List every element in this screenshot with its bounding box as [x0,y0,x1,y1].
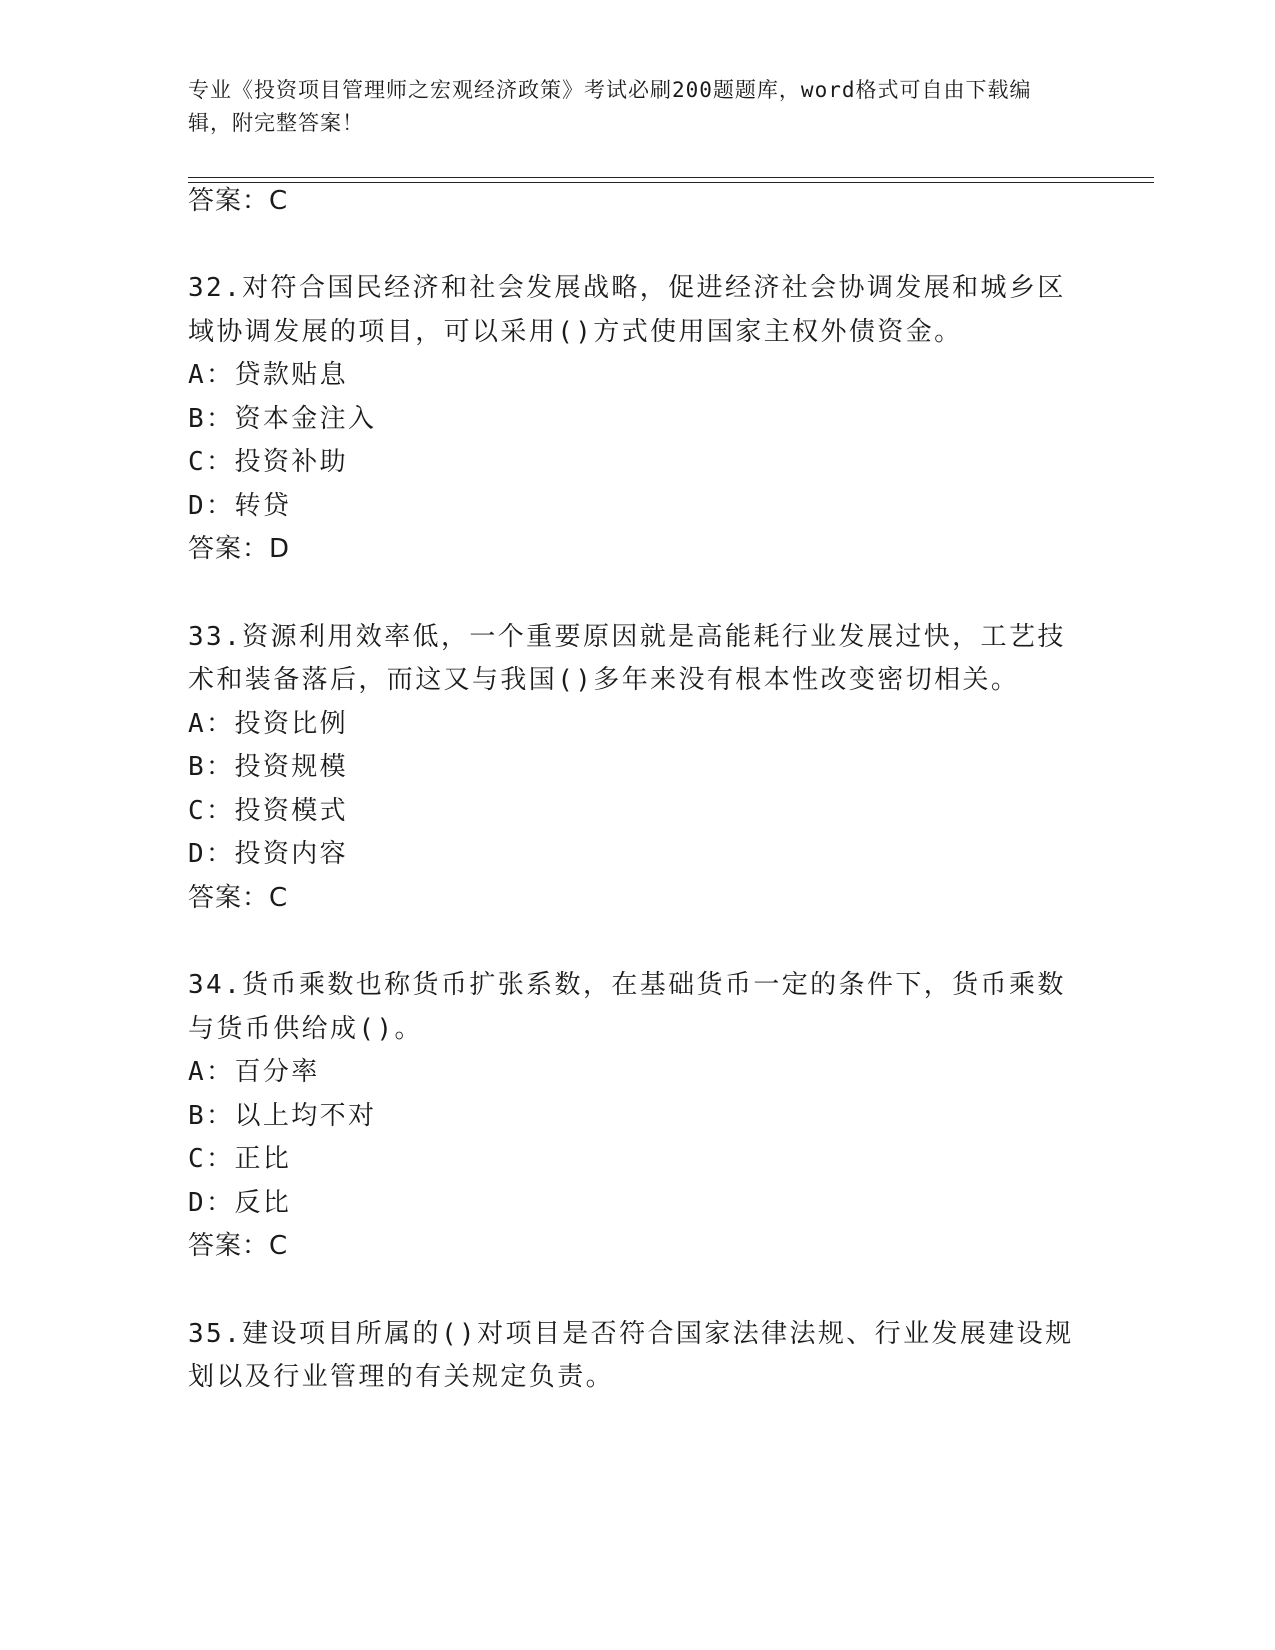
answer-31: 答案：C [188,186,289,216]
question-34-option-a: A：百分率 [188,1057,320,1087]
page-header: 专业《投资项目管理师之宏观经济政策》考试必刷200题题库，word格式可自由下载编辑，附完整答案！ [188,78,1032,135]
question-32-option-b: B：资本金注入 [188,404,377,434]
answer-33: 答案：C [188,883,289,913]
question-32-option-a: A：贷款贴息 [188,360,349,390]
header-divider-top [188,177,1154,178]
question-34-line-1: 34.货币乘数也称货币扩张系数，在基础货币一定的条件下，货币乘数 [188,970,1066,1000]
question-33-option-a: A：投资比例 [188,709,349,739]
question-34-option-c: C：正比 [188,1144,292,1174]
question-33-option-d: D：投资内容 [188,839,349,869]
question-32-line-1: 32.对符合国民经济和社会发展战略，促进经济社会协调发展和城乡区 [188,273,1066,303]
question-32-option-d: D：转贷 [188,491,292,521]
question-34-option-d: D：反比 [188,1188,292,1218]
question-35-line-2: 划以及行业管理的有关规定负责。 [188,1362,615,1392]
question-33-option-b: B：投资规模 [188,752,349,782]
question-34-line-2: 与货币供给成()。 [188,1014,423,1044]
answer-32: 答案：D [188,534,291,564]
question-33-option-c: C：投资模式 [188,796,349,826]
question-35-line-1: 35.建设项目所属的()对项目是否符合国家法律法规、行业发展建设规 [188,1319,1074,1349]
question-34-option-b: B：以上均不对 [188,1101,377,1131]
answer-34: 答案：C [188,1231,289,1261]
question-33-line-2: 术和装备落后，而这又与我国()多年来没有根本性改变密切相关。 [188,665,1020,695]
header-divider-bottom [188,182,1154,183]
question-32-line-2: 域协调发展的项目，可以采用()方式使用国家主权外债资金。 [188,317,963,347]
question-33-line-1: 33.资源利用效率低，一个重要原因就是高能耗行业发展过快，工艺技 [188,622,1066,652]
question-32-option-c: C：投资补助 [188,447,349,477]
